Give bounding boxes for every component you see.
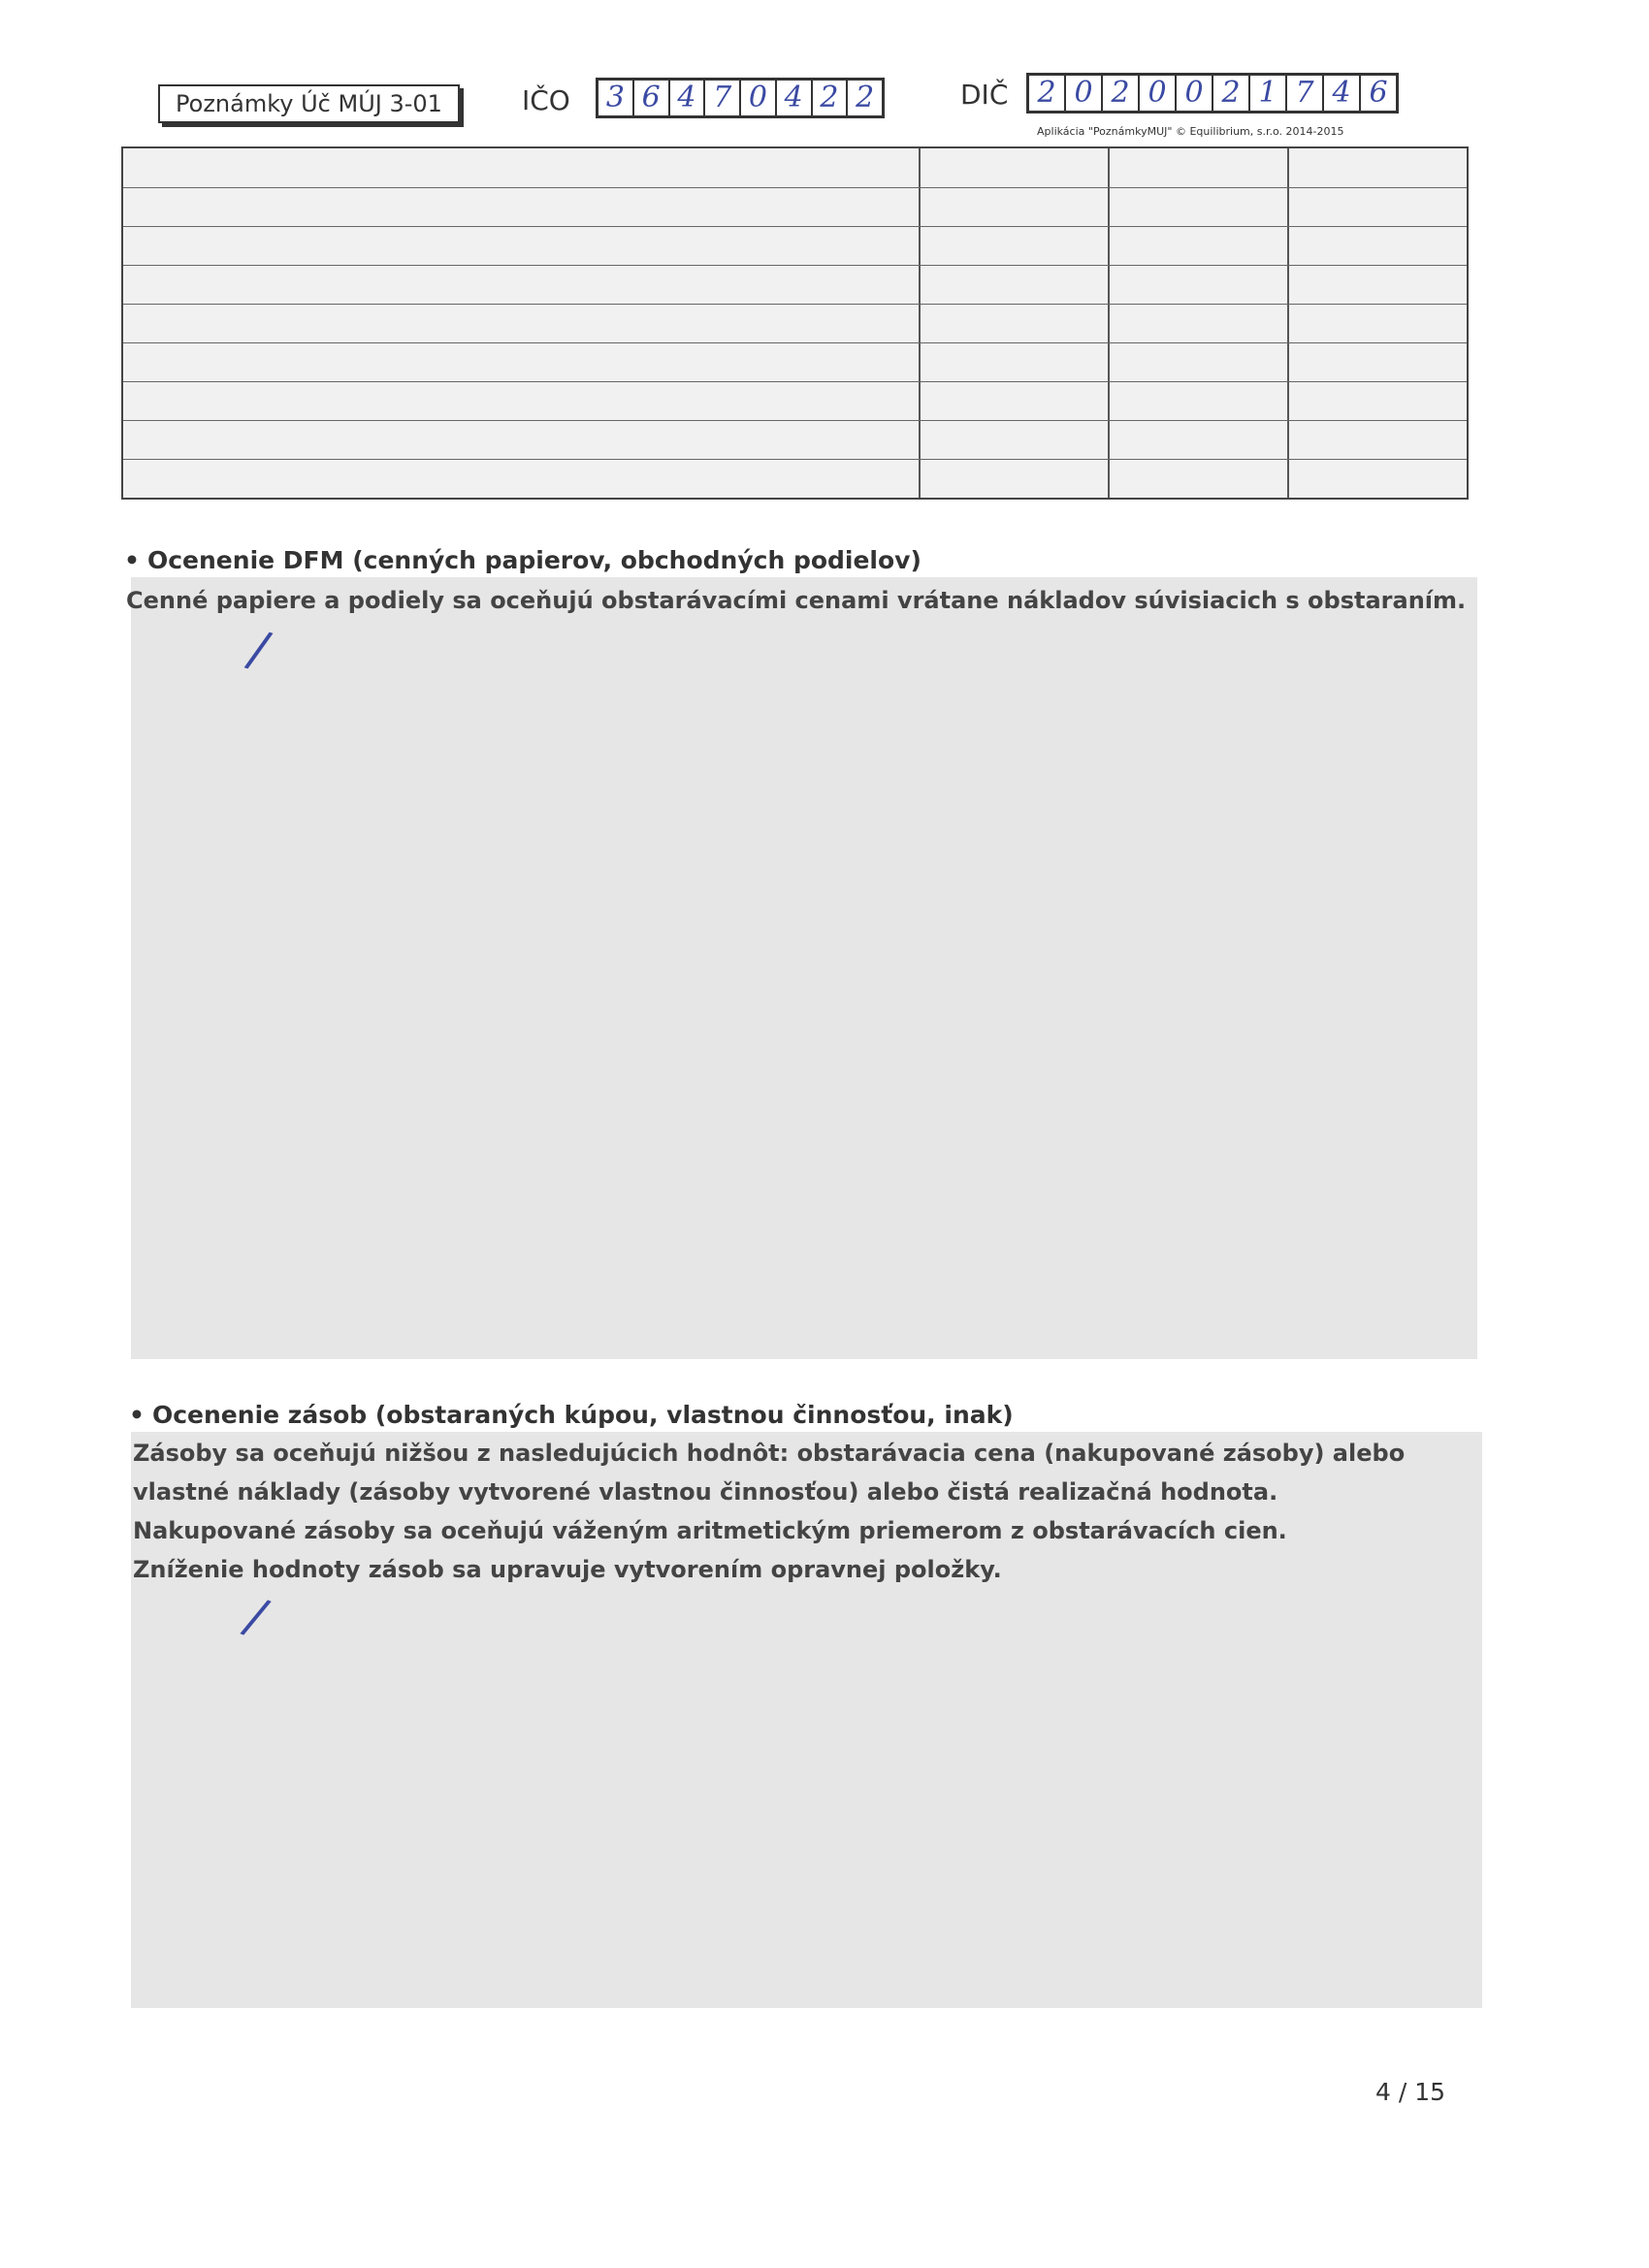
bullet: • [124,546,140,574]
dic-digit: 2 [1212,76,1248,111]
ico-digit: 6 [632,81,668,115]
ico-digit: 4 [775,81,811,115]
dic-digit: 0 [1175,76,1212,111]
handwritten-mark: / [242,619,276,681]
section-text [126,581,1466,620]
ico-digit: 3 [605,81,625,114]
handwritten-mark: / [237,1586,275,1648]
bullet: • [129,1401,145,1429]
dic-label: DIČ [960,79,1009,111]
dic-digit: 0 [1138,76,1175,111]
dic-digit: 6 [1359,76,1396,111]
text-line: Zníženie hodnoty zásob sa upravuje vytvorením opravnej položky. [133,1556,1002,1583]
app-credit: Aplikácia "PoznámkyMUJ" © Equilibrium, s.r.o. 2014-2015 [1037,125,1344,138]
section-text [133,1434,1405,1589]
ico-digit: 4 [668,81,704,115]
dic-digit: 2 [1101,76,1138,111]
ico-digit: 7 [703,81,739,115]
notes-table [121,146,1469,500]
dic-digit: 1 [1248,76,1285,111]
ico-digit: 2 [846,81,882,115]
ico-digit: 2 [811,81,847,115]
text-line: vlastné náklady (zásoby vytvorené vlastnou činnosťou) alebo čistá realizačná hodnota. [133,1478,1278,1506]
ico-label: IČO [522,84,570,116]
dic-digit: 2 [1037,76,1056,110]
section-title-text: Ocenenie zásob (obstaraných kúpou, vlastnou činnosťou, inak) [151,1401,1014,1429]
text-line: Cenné papiere a podiely sa oceňujú obstarávacími cenami vrátane nákladov súvisiacich s obstaraním. [126,587,1467,614]
page-number: 4 / 15 [1375,2078,1446,2106]
form-id-box: Poznámky Úč MÚJ 3-01 [158,84,460,123]
ico-field[interactable] [596,78,885,118]
section-title-text: Ocenenie DFM (cenných papierov, obchodných podielov) [146,546,922,574]
ico-digit: 0 [739,81,775,115]
section-body-area [131,577,1477,1359]
dic-field[interactable] [1026,73,1399,113]
dic-digit: 0 [1064,76,1101,111]
dic-digit: 4 [1322,76,1359,111]
text-line: Nakupované zásoby sa oceňujú váženým aritmetickým priemerom z obstarávacích cien. [133,1517,1287,1544]
section-title [129,1401,1014,1429]
dic-digit: 7 [1285,76,1322,111]
section-title [124,546,922,574]
text-line: Zásoby sa oceňujú nižšou z nasledujúcich hodnôt: obstarávacia cena (nakupované zásoby) alebo [133,1440,1406,1467]
